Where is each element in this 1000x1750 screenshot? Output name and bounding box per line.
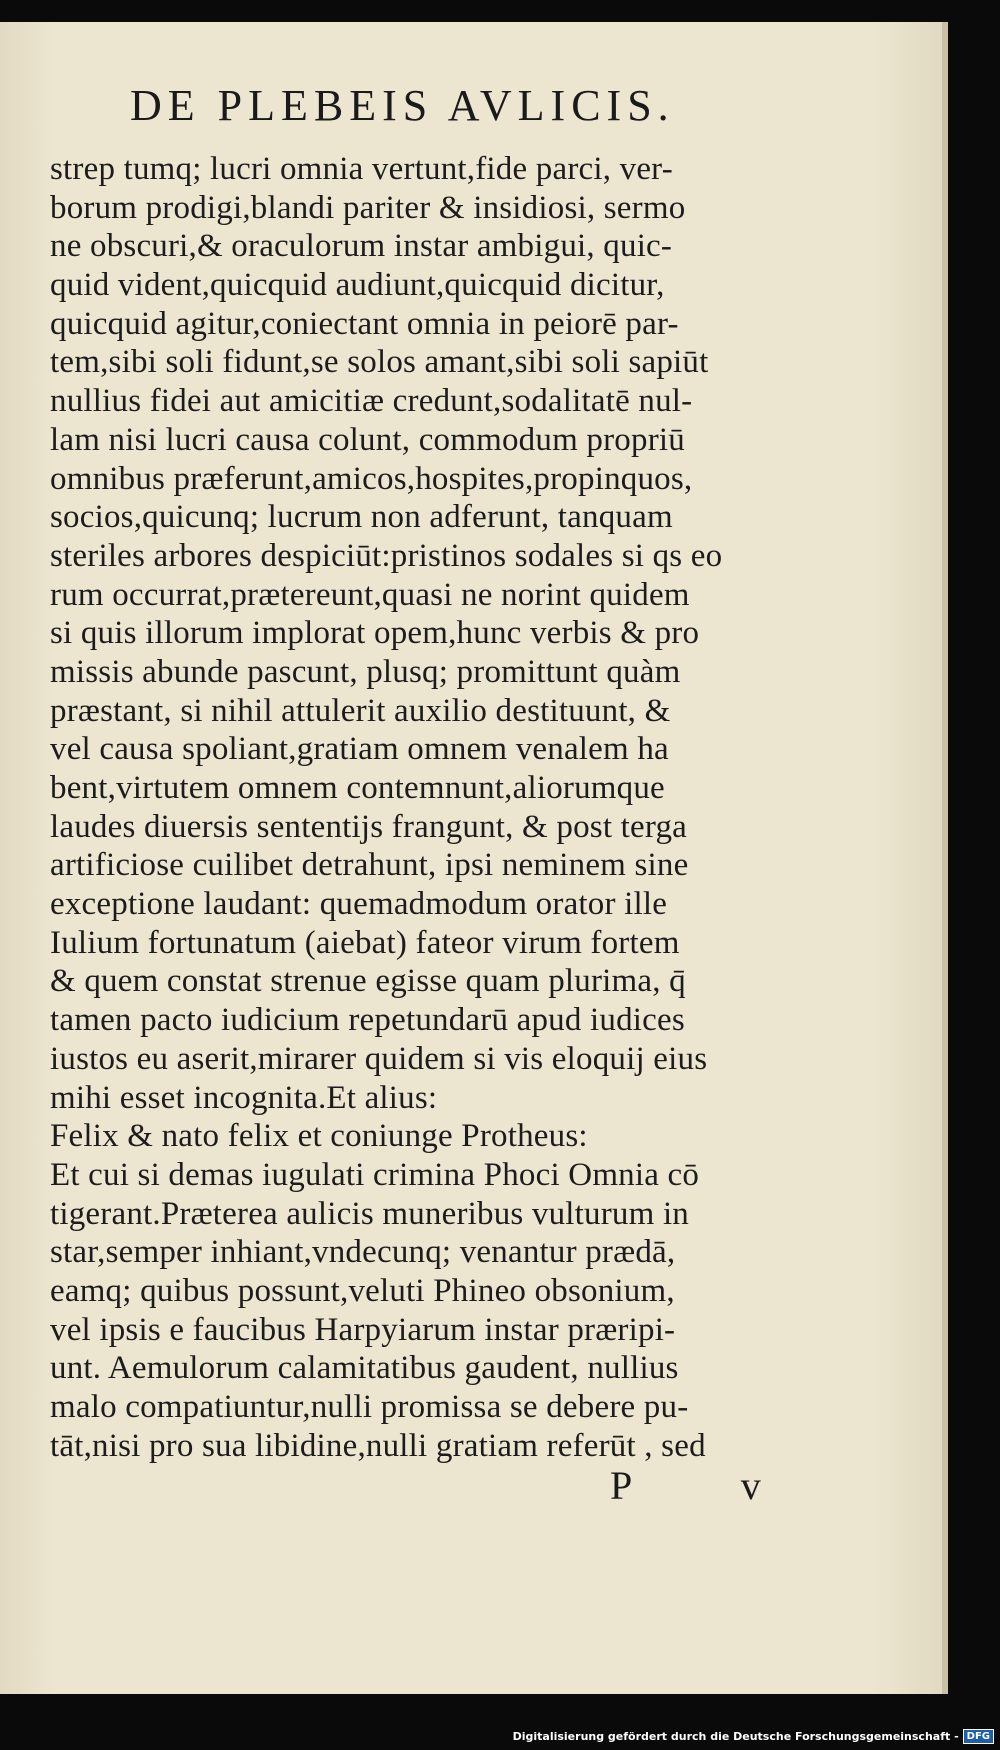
text-line: exceptione laudant: quemadmodum orator ille bbox=[50, 886, 668, 923]
text-line: artificiose cuilibet detrahunt, ipsi neminem sine bbox=[50, 847, 689, 884]
text-line: lam nisi lucri causa colunt, commodum propriū bbox=[50, 421, 685, 458]
footer-credit: Digitalisierung gefördert durch die Deutsche Forschungsgemeinschaft - bbox=[512, 1729, 959, 1743]
text-line: quicquid agitur,coniectant omnia in peiorē par- bbox=[50, 305, 679, 342]
text-body bbox=[50, 150, 820, 1465]
text-line: malo compatiuntur,nulli promissa se debere pu- bbox=[50, 1389, 689, 1425]
signature-mark: P v bbox=[610, 1463, 811, 1508]
text-line: tamen pacto iudicium repetundarū apud iudices bbox=[50, 1002, 685, 1039]
text-line: laudes diuersis sententijs frangunt, & post terga bbox=[50, 808, 687, 845]
text-line: bent,virtutem omnem contemnunt,aliorumque bbox=[50, 770, 665, 806]
text-line: missis abunde pascunt, plusq; promittunt quàm bbox=[50, 653, 681, 690]
text-line: nullius fidei aut amicitiæ credunt,sodalitatē nul- bbox=[50, 383, 693, 420]
text-line: strep tumq; lucri omnia vertunt,fide parci, ver- bbox=[50, 151, 673, 187]
text-line: Iulium fortunatum (aiebat) fateor virum fortem bbox=[50, 924, 680, 961]
text-line: mihi esset incognita.Et alius: bbox=[50, 1079, 438, 1116]
text-line: tem,sibi soli fidunt,se solos amant,sibi soli sapiūt bbox=[50, 344, 709, 381]
text-line: socios,quicunq; lucrum non adferunt, tanquam bbox=[50, 499, 673, 536]
digitization-footer bbox=[513, 1726, 994, 1746]
text-line: & quem constat strenue egisse quam plurima, q̄ bbox=[50, 963, 686, 1000]
text-line: omnibus præferunt,amicos,hospites,propinquos, bbox=[50, 460, 693, 497]
text-line: ne obscuri,& oraculorum instar ambigui, quic- bbox=[50, 228, 673, 265]
text-line: tigerant.Præterea aulicis muneribus vulturum in bbox=[50, 1195, 690, 1232]
text-line: star,semper inhiant,vndecunq; venantur prædā, bbox=[50, 1234, 676, 1271]
text-line: præstant, si nihil attulerit auxilio destituunt, & bbox=[50, 692, 671, 729]
book-page bbox=[0, 22, 948, 1694]
dfg-logo: DFG bbox=[963, 1729, 994, 1744]
text-line: Felix & nato felix et coniunge Protheus: bbox=[50, 1118, 588, 1155]
text-line: tāt,nisi pro sua libidine,nulli gratiam referūt , sed bbox=[50, 1427, 706, 1464]
text-line: vel causa spoliant,gratiam omnem venalem ha bbox=[50, 731, 669, 768]
text-line: si quis illorum implorat opem,hunc verbis & pro bbox=[50, 615, 700, 652]
text-line: steriles arbores despiciūt:pristinos sodales si qs eo bbox=[50, 537, 723, 574]
text-line: borum prodigi,blandi pariter & insidiosi, sermo bbox=[50, 189, 686, 226]
text-line: Et cui si demas iugulati crimina Phoci Omnia cō bbox=[50, 1156, 700, 1193]
text-line: eamq; quibus possunt,veluti Phineo obsonium, bbox=[50, 1272, 675, 1309]
text-line: iustos eu aserit,mirarer quidem si vis eloquij eius bbox=[50, 1040, 708, 1077]
text-line: vel ipsis e faucibus Harpyiarum instar præripi- bbox=[50, 1311, 676, 1348]
text-line: rum occurrat,prætereunt,quasi ne norint quidem bbox=[50, 576, 690, 613]
text-line: unt. Aemulorum calamitatibus gaudent, nullius bbox=[50, 1350, 679, 1387]
running-head: DE PLEBEIS AVLICIS. bbox=[130, 81, 675, 130]
text-line: quid vident,quicquid audiunt,quicquid dicitur, bbox=[50, 267, 665, 304]
